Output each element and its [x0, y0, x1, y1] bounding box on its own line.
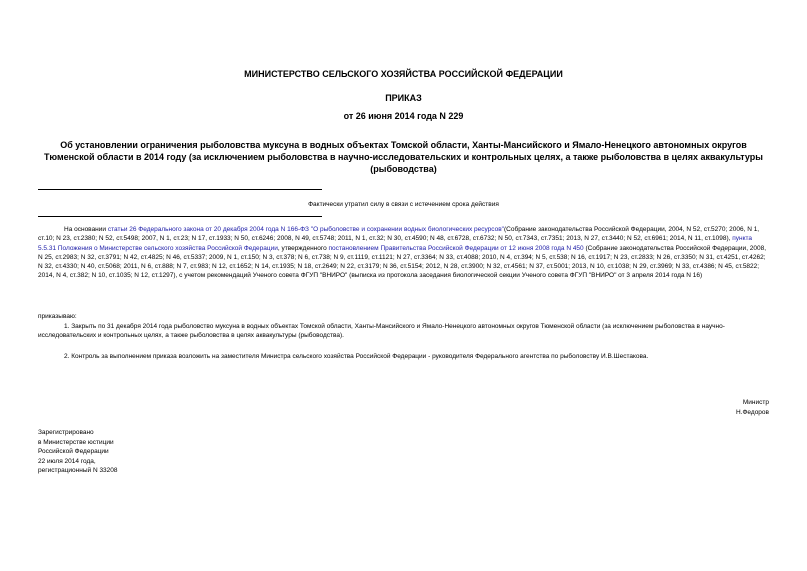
- order-heading: ПРИКАЗ: [385, 93, 422, 103]
- ministry-heading: МИНИСТЕРСТВО СЕЛЬСКОГО ХОЗЯЙСТВА РОССИЙСКОЙ ФЕДЕРАЦИИ: [244, 69, 563, 79]
- order-date-number: от 26 июня 2014 года N 229: [343, 111, 464, 121]
- document-title: Об установлении ограничения рыболовства муксуна в водных объектах Томской области, Ханты-Мансийского и Ямало-Ненецкого автономных округов Тюменской области в 2014 году (за исключением рыболовства в научно-исследовательских и контрольных целях, а также рыболовства в целях аквакультуры (рыбоводства): [44, 140, 763, 174]
- government-decree-link[interactable]: постановлением Правительства Российской Федерации от 12 июня 2008 года N 450: [328, 244, 584, 252]
- signer-name: Н.Федоров: [735, 408, 769, 416]
- registration-date: 22 июля 2014 года,: [38, 457, 96, 465]
- registration-line-3: Российской Федерации: [38, 448, 109, 455]
- basis-lead: На основании: [64, 226, 108, 233]
- registration-line-1: Зарегистрировано: [38, 429, 94, 436]
- registration-line-2: в Министерстве юстиции: [38, 438, 114, 446]
- basis-citations-1: (Собрание законодательства Российской Федерации, 2004, N 52, ст.5270; 2006, N 1, ст.10; N 23, ст.2380; N 52, ст.5498; 2007, N 1, ст.23; N 17, ст.1933; N 50, ст.6246; 2008, N 49, ст.5748; 2011, N 1, ст.32; N 30, ст.4590; N 48, ст.6728, ст.6732; N 50, ст.7343, ст.7351; 2013, N 27, ст.3440; N 52, ст.6961; 2014, N 11, ст.1098),: [38, 226, 760, 243]
- order-item-2: 2. Контроль за выполнением приказа возложить на заместителя Министра сельского хозяйства Российской Федерации - руководителя Федерального агентства по рыболовству И.В.Шестакова.: [64, 353, 649, 360]
- basis-citations-2: (Собрание законодательства Российской Федерации, 2008, N 25, ст.2983; N 32, ст.3791; N 42, ст.4825; N 46, ст.5337; 2009, N 1, ст.150; N 3, ст.378; N 6, ст.738; N 9, ст.1119, ст.1121; N 27, ст.3364; N 33, ст.4088; 2010, N 4, ст.394; N 5, ст.538; N 16, ст.1917; N 23, ст.2833; N 26, ст.3350; N 31, ст.4251, ст.4262; N 32, ст.4330; N 40, ст.5068; 2011, N 6, ст.888; N 7, ст.983; N 12, ст.1652; N 14, ст.1935; N 18, ст.2649; N 22, ст.3179; N 36, ст.5154; 2012, N 28, ст.3900; N 32, ст.4561; N 37, ст.5001; 2013, N 10, ст.1038; N 29, ст.3969; N 33, ст.4386; N 45, ст.5822; 2014, N 4, ст.382; N 10, ст.1035; N 12, ст.1297), с учетом рекомендаций Ученого совета ФГУП "ВНИРО" (выписка из протокола заседания биологической секции Ученого совета ФГУП "ВНИРО" от 3 апреля 2014 года N 16): [38, 244, 767, 280]
- signer-position: Министр: [742, 399, 769, 406]
- basis-paragraph: [38, 225, 769, 281]
- signature-block: [736, 398, 769, 417]
- order-word: приказываю:: [38, 313, 77, 320]
- status-note: Фактически утратил силу в связи с истечением срока действия: [308, 201, 499, 208]
- basis-approved-text: , утвержденного: [277, 244, 329, 252]
- registration-block: [38, 428, 118, 476]
- registration-number: регистрационный N 33208: [38, 467, 118, 474]
- order-item-1: 1. Закрыть по 31 декабря 2014 года рыболовство муксуна в водных объектах Томской области, Ханты-Мансийского и Ямало-Ненецкого автономных округов Тюменской области (за исключением рыболовства в научно-исследовательских и контрольных целях, а также рыболовства в целях аквакультуры (рыбоводства).: [38, 323, 725, 340]
- law-article-link[interactable]: статьи 26 Федерального закона от 20 декабря 2004 года N 166-ФЗ "О рыболовстве и сохранении водных биологических ресурсов": [107, 226, 504, 233]
- divider-bottom: [38, 216, 322, 217]
- regulation-clause-link[interactable]: пункта 5.5.31 Положения о Министерстве сельского хозяйства Российской Федерации: [38, 235, 753, 252]
- divider-top: [38, 189, 322, 190]
